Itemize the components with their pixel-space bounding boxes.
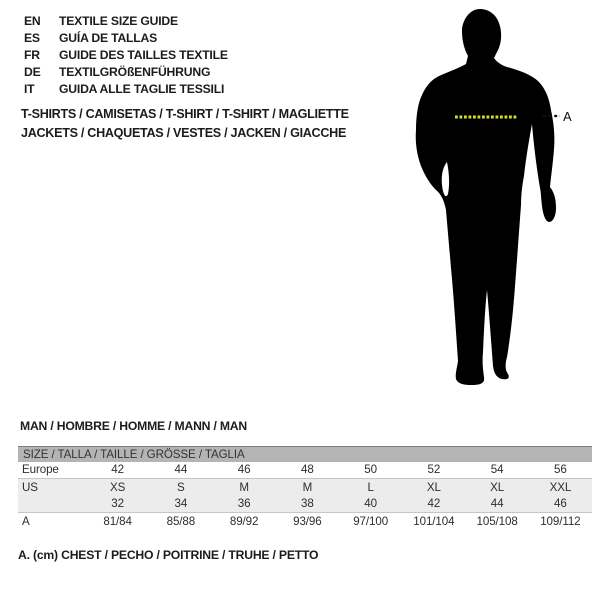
size-cell: 56 [554,463,567,476]
size-cell: M [239,481,249,494]
size-cell: S [177,481,185,494]
size-cell: 40 [364,497,377,510]
size-cell: 44 [490,497,504,510]
size-cell: 93/96 [293,515,322,528]
language-label: TEXTILE SIZE GUIDE [59,14,178,28]
size-cell: L [367,481,374,494]
language-code: ES [24,30,40,45]
size-cell: 48 [301,463,314,476]
size-cell: 46 [554,497,567,510]
size-cell: 101/104 [413,515,455,528]
category-jackets: JACKETS / CHAQUETAS / VESTES / JACKEN / GIACCHE [21,126,347,140]
size-cell: 42 [111,463,124,476]
category-tshirts: T-SHIRTS / CAMISETAS / T-SHIRT / T-SHIRT / MAGLIETTE [21,107,349,121]
section-title-man: MAN / HOMBRE / HOMME / MANN / MAN [20,419,247,433]
size-table [18,446,592,530]
language-code: IT [24,81,35,96]
row-label: Europe [22,463,59,476]
size-cell: 81/84 [103,515,132,528]
size-cell: XL [490,481,505,494]
table-row-us [18,479,592,496]
language-label: GUIDE DES TAILLES TEXTILE [59,47,228,62]
table-row-us-numeric [18,496,592,513]
row-label: A [22,515,30,528]
man-silhouette [416,9,556,385]
language-label: GUIDA ALLE TAGLIE TESSILI [59,81,225,96]
row-label [18,496,86,512]
language-row-fr [24,47,228,64]
language-code: DE [24,64,41,79]
size-cell: 38 [301,497,314,510]
size-cell: 97/100 [353,515,389,528]
size-cell: 50 [364,463,377,476]
size-cell: 89/92 [229,515,259,528]
size-cell: XXL [549,481,572,494]
row-label: US [22,481,38,494]
size-cell: 105/108 [476,515,518,528]
size-cell: XS [109,481,126,494]
size-cell: 85/88 [166,515,196,528]
table-row-chest-cm [18,513,592,530]
size-cell: 36 [237,497,251,510]
language-row-it [24,81,228,98]
size-cell: 109/112 [540,515,581,528]
measure-footnote: A. (cm) CHEST / PECHO / POITRINE / TRUHE / PETTO [18,548,319,562]
measure-label-a: A [563,109,572,124]
size-cell: 32 [111,497,124,510]
language-label: GUÍA DE TALLAS [59,30,158,45]
size-cell: M [302,481,313,494]
size-table-header: SIZE / TALLA / TAILLE / GRÖSSE / TAGLIA [18,446,592,462]
size-cell: XL [426,481,441,494]
size-cell: 46 [237,463,251,476]
size-cell: 42 [427,497,441,510]
man-silhouette-figure [395,0,600,420]
size-cell: 52 [427,463,441,476]
language-row-de [24,64,228,81]
size-cell: 34 [174,497,188,510]
language-label: TEXTILGRÖßENFÜHRUNG [59,64,211,79]
size-cell: 54 [490,463,504,476]
language-row-en [24,13,228,30]
table-row-europe [18,462,592,479]
language-list [24,13,228,98]
garment-categories [21,105,349,143]
language-row-es [24,30,228,47]
size-cell: 44 [174,463,188,476]
language-code: EN [24,14,41,28]
language-code: FR [24,47,40,62]
